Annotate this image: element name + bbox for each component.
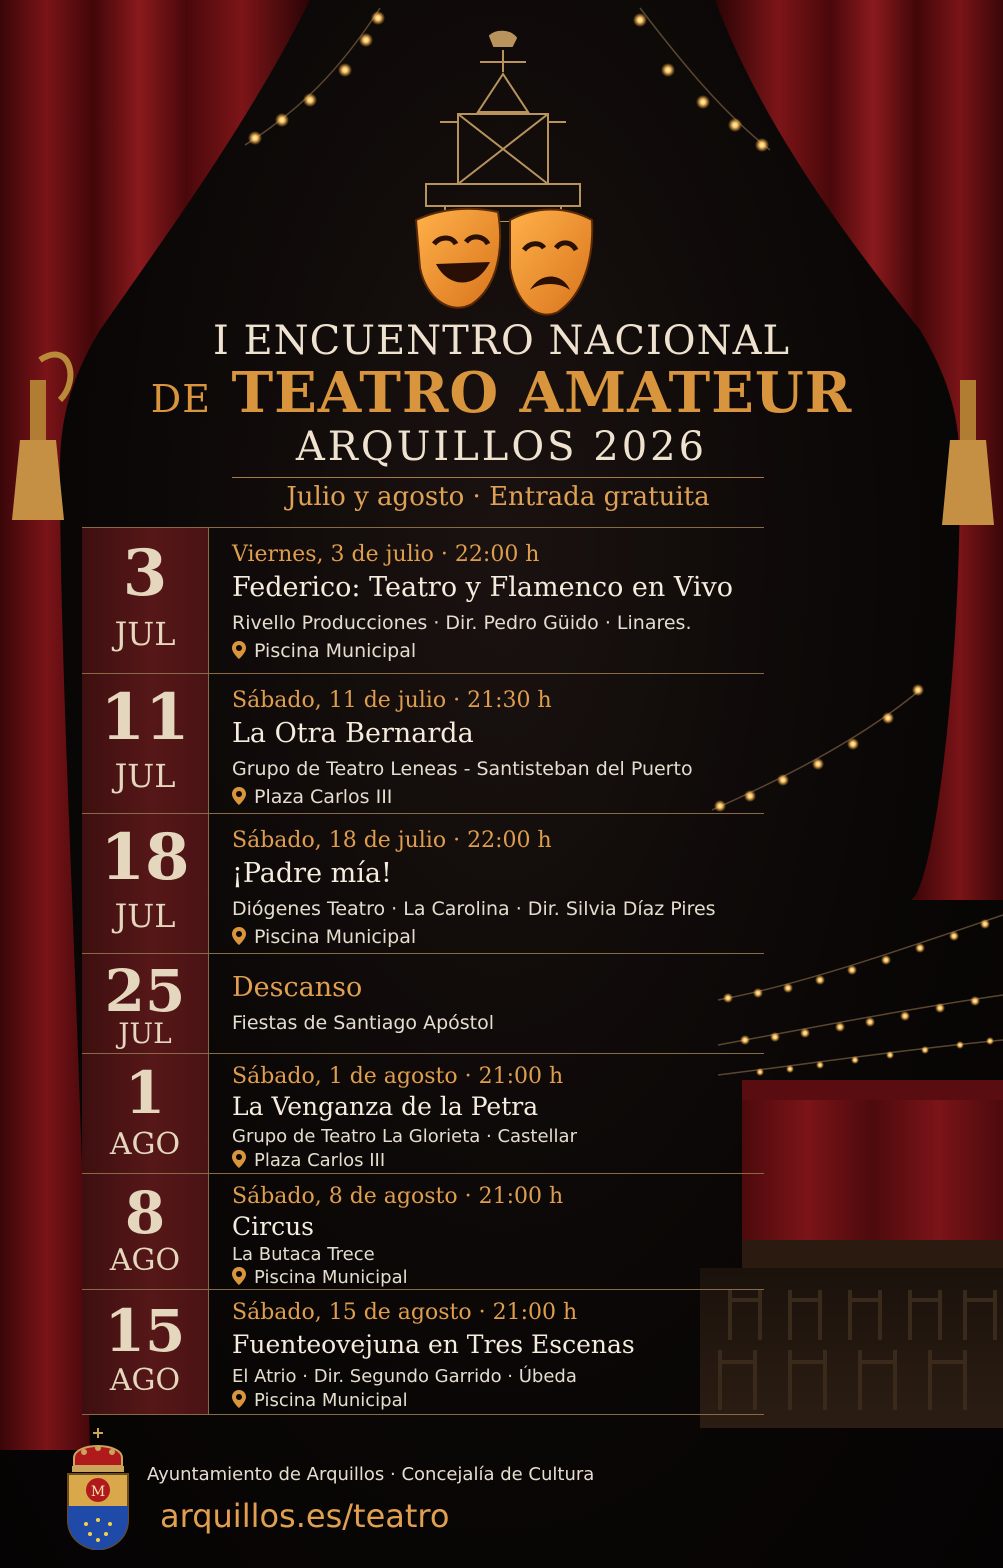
festival-location-year: ARQUILLOS 2026 bbox=[295, 424, 708, 470]
event-info bbox=[232, 814, 764, 954]
event-company: Grupo de Teatro La Glorieta · Castellar bbox=[232, 1126, 577, 1147]
event-venue bbox=[232, 786, 392, 808]
comedy-mask bbox=[416, 209, 500, 308]
event-month: AGO bbox=[109, 1243, 181, 1278]
location-pin-icon bbox=[232, 1267, 246, 1285]
event-row bbox=[82, 1053, 764, 1174]
event-info bbox=[232, 528, 764, 674]
event-month: JUL bbox=[114, 757, 176, 795]
festival-name bbox=[0, 360, 1003, 426]
event-venue bbox=[232, 1390, 408, 1411]
event-day: 15 bbox=[104, 1297, 186, 1365]
event-date bbox=[82, 528, 209, 674]
event-day: 11 bbox=[100, 680, 190, 755]
event-title: ¡Padre mía! bbox=[232, 858, 392, 889]
event-row bbox=[82, 1173, 764, 1290]
event-venue-label: Piscina Municipal bbox=[254, 926, 417, 948]
event-venue-label: Piscina Municipal bbox=[254, 1390, 408, 1411]
svg-text:M: M bbox=[90, 1484, 106, 1500]
event-day: 18 bbox=[100, 820, 190, 895]
event-date bbox=[82, 1290, 209, 1414]
event-title: La Venganza de la Petra bbox=[232, 1092, 539, 1121]
event-venue bbox=[232, 1150, 385, 1171]
event-venue-label: Piscina Municipal bbox=[254, 1267, 408, 1288]
event-info bbox=[232, 1174, 764, 1290]
event-datetime: Sábado, 8 de agosto · 21:00 h bbox=[232, 1184, 564, 1209]
event-month: JUL bbox=[114, 897, 176, 935]
event-date bbox=[82, 1174, 209, 1290]
event-info bbox=[232, 1290, 764, 1414]
event-row bbox=[82, 673, 764, 814]
event-venue bbox=[232, 1267, 408, 1288]
event-date bbox=[82, 814, 209, 954]
belfry-illustration bbox=[420, 22, 586, 222]
festival-name-main: TEATRO AMATEUR bbox=[231, 360, 853, 426]
event-venue-label: Plaza Carlos III bbox=[254, 786, 393, 808]
location-pin-icon bbox=[232, 787, 246, 805]
event-day: 3 bbox=[122, 536, 168, 611]
event-month: AGO bbox=[109, 1127, 181, 1162]
event-date bbox=[82, 954, 209, 1054]
event-day: 8 bbox=[124, 1179, 166, 1247]
event-day: 25 bbox=[104, 957, 186, 1025]
event-venue bbox=[232, 926, 416, 948]
festival-subtitle: Julio y agosto · Entrada gratuita bbox=[286, 482, 710, 512]
event-title: La Otra Bernarda bbox=[232, 718, 474, 749]
event-title: Federico: Teatro y Flamenco en Vivo bbox=[232, 572, 734, 603]
event-datetime: Sábado, 1 de agosto · 21:00 h bbox=[232, 1064, 564, 1089]
event-info bbox=[232, 954, 764, 1054]
event-title: Fuenteovejuna en Tres Escenas bbox=[232, 1330, 635, 1359]
event-note: Fiestas de Santiago Apóstol bbox=[232, 1012, 495, 1034]
festival-name-prefix: DE bbox=[150, 377, 211, 421]
event-title: Descanso bbox=[232, 972, 363, 1003]
event-datetime: Sábado, 18 de julio · 22:00 h bbox=[232, 828, 552, 853]
event-company: Grupo de Teatro Leneas - Santisteban del Puerto bbox=[232, 758, 693, 780]
event-day: 1 bbox=[124, 1059, 166, 1127]
event-venue-label: Plaza Carlos III bbox=[254, 1150, 386, 1171]
event-datetime: Sábado, 11 de julio · 21:30 h bbox=[232, 688, 552, 713]
event-date bbox=[82, 1054, 209, 1174]
event-company: Rivello Producciones · Dir. Pedro Güido · Linares. bbox=[232, 612, 692, 634]
event-datetime: Viernes, 3 de julio · 22:00 h bbox=[232, 542, 540, 567]
location-pin-icon bbox=[232, 1150, 246, 1168]
location-pin-icon bbox=[232, 641, 246, 659]
event-row bbox=[82, 953, 764, 1054]
event-info bbox=[232, 674, 764, 814]
event-datetime: Sábado, 15 de agosto · 21:00 h bbox=[232, 1300, 578, 1325]
event-row bbox=[82, 1289, 764, 1415]
event-date bbox=[82, 674, 209, 814]
event-title: Circus bbox=[232, 1212, 315, 1241]
event-month: AGO bbox=[109, 1363, 181, 1398]
organizer-text: Ayuntamiento de Arquillos · Concejalía de Cultura bbox=[147, 1464, 595, 1485]
theater-masks-icon bbox=[412, 198, 596, 326]
event-venue bbox=[232, 640, 416, 662]
tragedy-mask bbox=[510, 210, 592, 315]
event-info bbox=[232, 1054, 764, 1174]
event-company: El Atrio · Dir. Segundo Garrido · Úbeda bbox=[232, 1366, 577, 1387]
event-row bbox=[82, 527, 764, 674]
event-venue-label: Piscina Municipal bbox=[254, 640, 417, 662]
festival-edition: I ENCUENTRO NACIONAL bbox=[212, 318, 791, 364]
location-pin-icon bbox=[232, 1390, 246, 1408]
coat-of-arms-icon bbox=[64, 1428, 132, 1550]
event-row bbox=[82, 813, 764, 954]
event-month: JUL bbox=[114, 615, 176, 653]
event-company: La Butaca Trece bbox=[232, 1244, 375, 1265]
event-month: JUL bbox=[118, 1017, 172, 1050]
location-pin-icon bbox=[232, 927, 246, 945]
divider-top bbox=[232, 477, 764, 478]
website-link[interactable]: arquillos.es/teatro bbox=[160, 1497, 450, 1535]
event-company: Diógenes Teatro · La Carolina · Dir. Silvia Díaz Pires bbox=[232, 898, 716, 920]
